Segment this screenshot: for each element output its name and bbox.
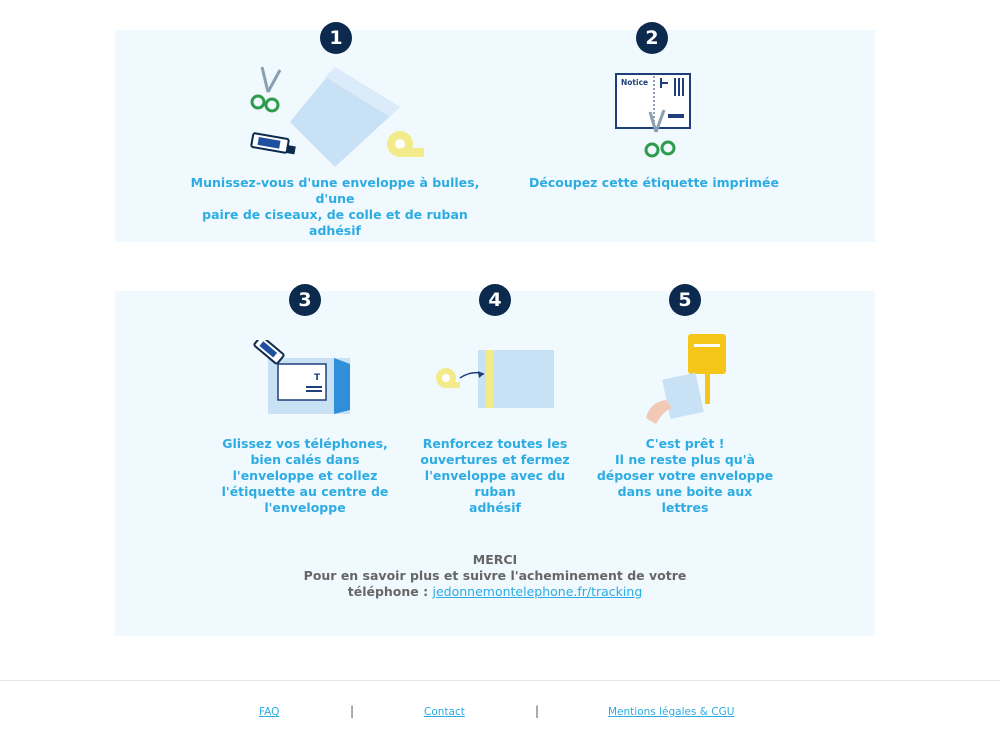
- tracking-link[interactable]: jedonnemontelephone.fr/tracking: [432, 584, 643, 599]
- footer-separator-2: |: [535, 704, 540, 718]
- footer-separator-1: |: [350, 704, 355, 718]
- scissors-icon: [252, 67, 280, 111]
- footer-legal-link[interactable]: Mentions légales & CGU: [608, 706, 735, 718]
- label-notice-text: Notice: [621, 78, 649, 87]
- step-1-badge: 1: [320, 22, 352, 54]
- merci-block: [115, 552, 875, 600]
- step-1-illustration: [240, 62, 430, 172]
- step-2-badge: 2: [636, 22, 668, 54]
- step-1-text: Munissez-vous d'une enveloppe à bulles, d'une paire de ciseaux, de colle et de ruban adhésif: [190, 175, 480, 238]
- step-4-badge: 4: [479, 284, 511, 316]
- merci-line-1: Pour en savoir plus et suivre l'acheminement de votre: [303, 568, 687, 583]
- merci-line-2: [115, 584, 875, 600]
- envelope-icon: [478, 350, 554, 408]
- hand-icon: [646, 400, 672, 424]
- step-2-text: Découpez cette étiquette imprimée: [529, 175, 779, 190]
- step-5-badge: 5: [669, 284, 701, 316]
- envelope-icon: [662, 373, 704, 419]
- merci-line-2-prefix: téléphone :: [347, 584, 433, 599]
- glue-tube-icon: [251, 133, 296, 154]
- footer-faq-link[interactable]: FAQ: [259, 706, 280, 718]
- step-2-illustration: [612, 70, 696, 164]
- merci-title: MERCI: [472, 552, 518, 567]
- step-3-illustration: [250, 340, 362, 418]
- label-icon: [278, 364, 326, 400]
- tape-roll-icon: [387, 131, 424, 157]
- svg-text:T: T: [314, 373, 321, 383]
- step-5-text: C'est prêt ! Il ne reste plus qu'à déposer votre enveloppe dans une boite aux lettres: [596, 436, 774, 515]
- step-4-text: Renforcez toutes les ouvertures et fermez l'enveloppe avec du ruban adhésif: [420, 436, 570, 515]
- step-4-illustration: [432, 348, 558, 412]
- step-5-illustration: [642, 328, 730, 426]
- footer-divider: [0, 680, 1000, 681]
- envelope-icon: [290, 67, 400, 167]
- step-3-text: Glissez vos téléphones, bien calés dans l'enveloppe et collez l'étiquette au centre de l'enveloppe: [221, 436, 389, 515]
- tape-roll-icon: [436, 368, 460, 388]
- step-3-badge: 3: [289, 284, 321, 316]
- footer-contact-link[interactable]: Contact: [424, 706, 465, 718]
